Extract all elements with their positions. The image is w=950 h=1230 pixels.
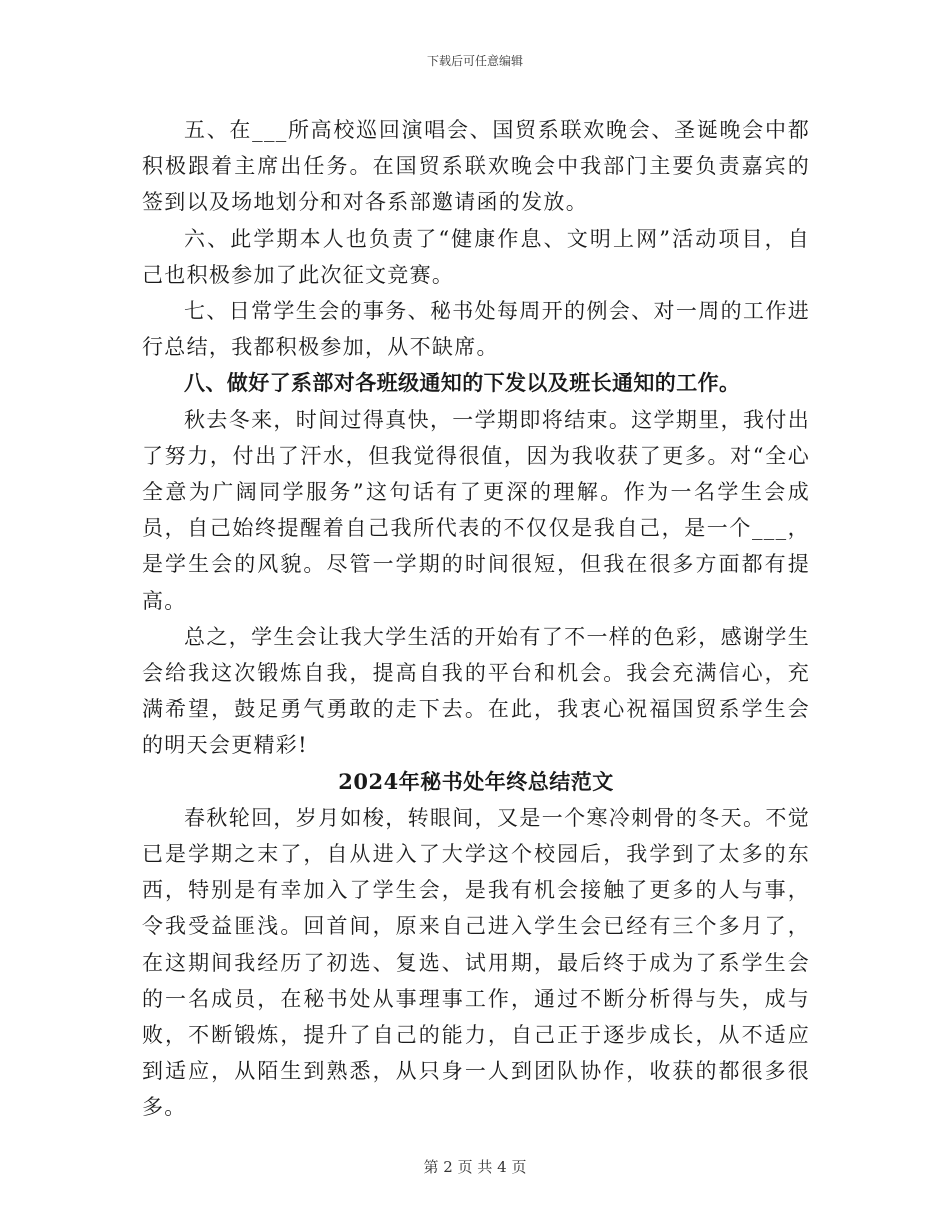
paragraph-item-5: 五、在___所高校巡回演唱会、国贸系联欢晚会、圣诞晚会中都积极跟着主席出任务。在国贸系联欢晚会中我部门主要负责嘉宾的签到以及场地划分和对各系部邀请函的发放。 [142,118,810,215]
section-paragraph: 春秋轮回，岁月如梭，转眼间，又是一个寒冷刺骨的冬天。不觉已是学期之末了，自从进入了大学这个校园后，我学到了太多的东西，特别是有幸加入了学生会，是我有机会接触了更多的人与事，令我受益匪浅。回首间，原来自己进入学生会已经有三个多月了，在这期间我经历了初选、复选、试用期，最后终于成为了系学生会的一名成员，在秘书处从事理事工作，通过不断分析得与失，成与败，不断锻炼，提升了自己的能力，自己正于逐步成长，从不适应到适应，从陌生到熟悉，从只身一人到团队协作，收获的都很多很多。 [142,805,810,1120]
paragraph-reflection: 秋去冬来，时间过得真快，一学期即将结束。这学期里，我付出了努力，付出了汗水，但我觉得很值，因为我收获了更多。对“全心全意为广阔同学服务”这句话有了更深的理解。作为一名学生会成员，自己始终提醒着自己我所代表的不仅仅是我自己，是一个___，是学生会的风貌。尽管一学期的时间很短，但我在很多方面都有提高。 [142,407,810,613]
page-footer: 第 2 页 共 4 页 [423,1158,527,1176]
paragraph-conclusion: 总之，学生会让我大学生活的开始有了不一样的色彩，感谢学生会给我这次锻炼自我，提高自我的平台和机会。我会充满信心，充满希望，鼓足勇气勇敢的走下去。在此，我衷心祝福国贸系学生会的明天会更精彩! [142,624,810,758]
section-title: 2024年秘书处年终总结范文 [338,768,614,794]
page-header: 下载后可任意编辑 [426,54,523,68]
paragraph-item-6: 六、此学期本人也负责了“健康作息、文明上网”活动项目，自己也积极参加了此次征文竞赛。 [142,226,810,287]
paragraph-item-7: 七、日常学生会的事务、秘书处每周开的例会、对一周的工作进行总结，我都积极参加，从不缺席。 [142,299,810,360]
paragraph-item-8: 八、做好了系部对各班级通知的下发以及班长通知的工作。 [184,370,741,396]
document-body [142,112,810,1126]
